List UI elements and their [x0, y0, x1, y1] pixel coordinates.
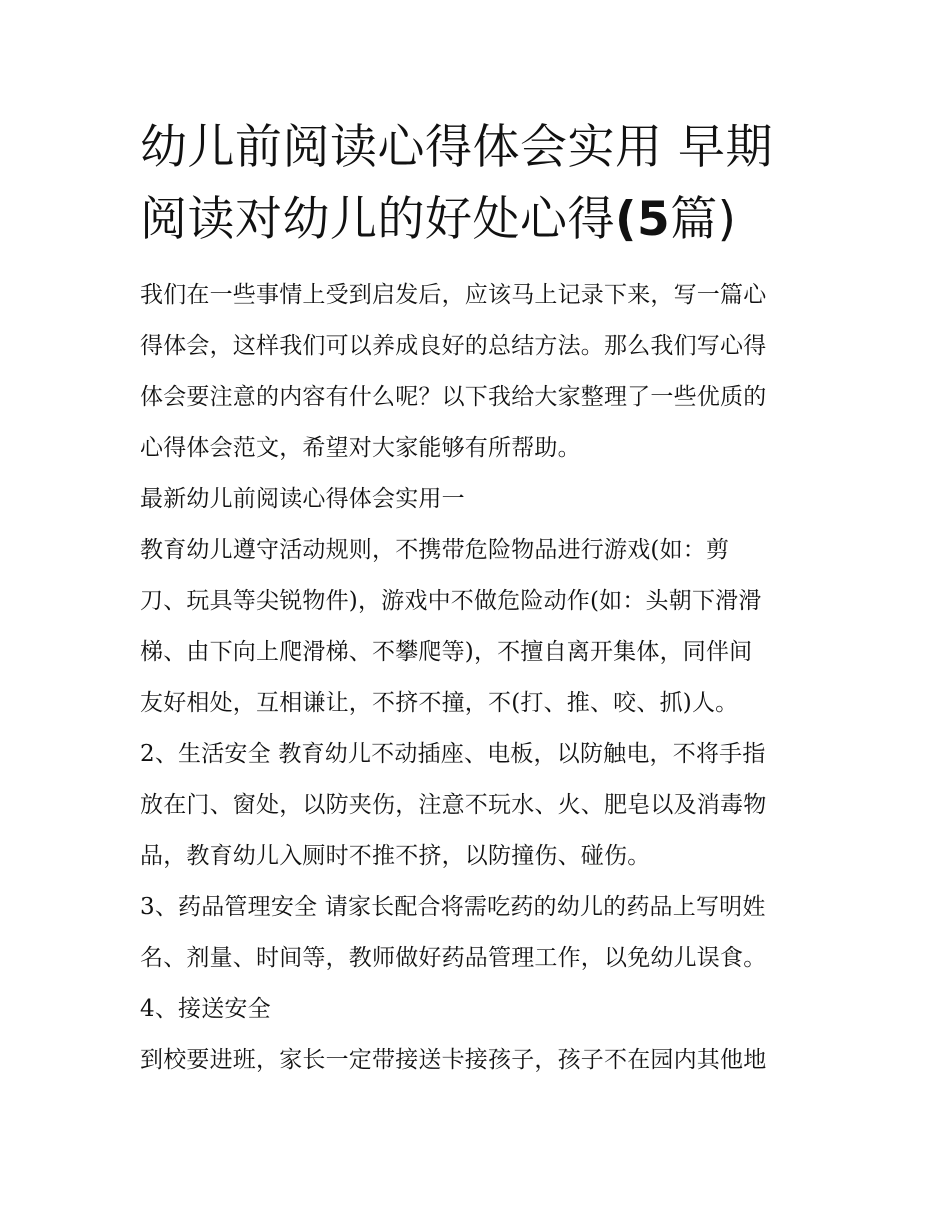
- text-line: 体会要注意的内容有什么呢？以下我给大家整理了一些优质的: [140, 384, 767, 410]
- title-line-1: [140, 112, 820, 184]
- pickup-safety-heading: [140, 984, 820, 1035]
- text-line: 我们在一些事情上受到启发后，应该马上记录下来，写一篇心: [140, 282, 767, 308]
- activity-rules-paragraph: [140, 525, 820, 729]
- text-line: 2、生活安全 教育幼儿不动插座、电板，以防触电，不将手指: [140, 741, 766, 767]
- text-line: 得体会，这样我们可以养成良好的总结方法。那么我们写心得: [140, 333, 767, 359]
- title-line-1-text: 幼儿前阅读心得体会实用 早期: [140, 120, 773, 175]
- text-line: 名、剂量、时间等，教师做好药品管理工作，以免幼儿误食。: [140, 945, 767, 971]
- document-title: [140, 112, 820, 256]
- text-line: 放在门、窗处，以防夹伤，注意不玩水、火、肥皂以及消毒物: [140, 792, 767, 818]
- text-line: 最新幼儿前阅读心得体会实用一: [140, 486, 465, 512]
- medicine-safety-paragraph: [140, 882, 820, 984]
- text-line: 教育幼儿遵守活动规则，不携带危险物品进行游戏(如：剪: [140, 537, 730, 563]
- text-line: 品，教育幼儿入厕时不推不挤，以防撞伤、碰伤。: [140, 843, 651, 869]
- text-line: 4、接送安全: [140, 996, 271, 1022]
- title-line-2-suffix: 篇): [670, 192, 737, 247]
- text-line: 梯、由下向上爬滑梯、不攀爬等)，不擅自离开集体，同伴间: [140, 639, 753, 665]
- title-line-2-bold: (5: [615, 192, 671, 247]
- section-heading: [140, 474, 820, 525]
- title-line-2-prefix: 阅读对幼儿的好处心得: [140, 192, 615, 247]
- text-line: 3、药品管理安全 请家长配合将需吃药的幼儿的药品上写明姓: [140, 894, 766, 920]
- text-line: 到校要进班，家长一定带接送卡接孩子，孩子不在园内其他地: [140, 1047, 767, 1073]
- text-line: 友好相处，互相谦让，不挤不撞，不(打、推、咬、抓)人。: [140, 690, 739, 716]
- text-line: 心得体会范文，希望对大家能够有所帮助。: [140, 435, 581, 461]
- title-line-2: [140, 184, 820, 256]
- intro-paragraph: [140, 270, 820, 474]
- life-safety-paragraph: [140, 729, 820, 882]
- document-page: [140, 112, 820, 1086]
- text-line: 刀、玩具等尖锐物件)，游戏中不做危险动作(如：头朝下滑滑: [140, 588, 762, 614]
- pickup-safety-paragraph: [140, 1035, 820, 1086]
